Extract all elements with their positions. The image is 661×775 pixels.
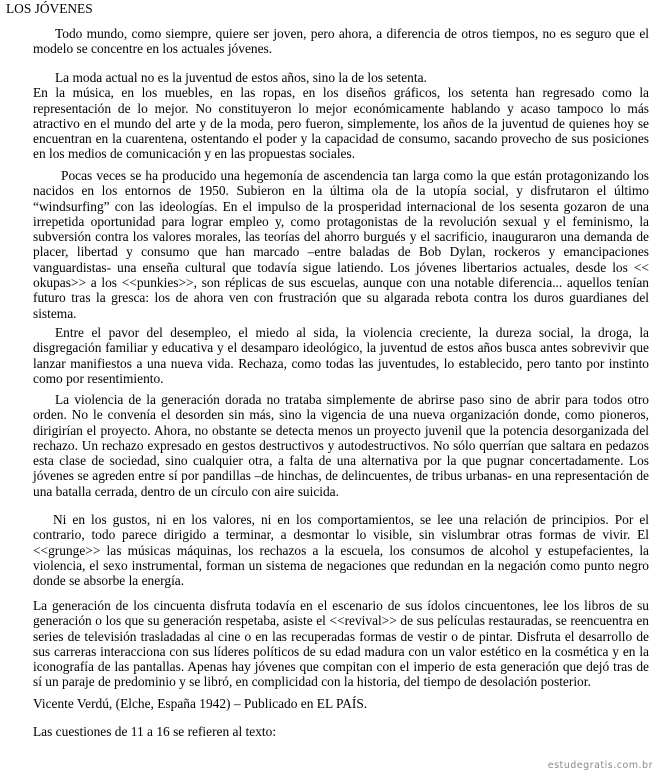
paragraph-5: La violencia de la generación dorada no trataba simplemente de abrirse paso sino de abrir para todos otro orden. No le convenía el desorden sin más, sino la vigencia de una nueva organización donde, como pioneros, dirigirían el proyecto. Ahora, no obstante se detecta menos un proyecto juvenil que la potencia desorganizada del rechazo. Un rechazo expresado en gestos destructivos y autodestructivos. No sólo querrían que saltara en pedazos esta clase de sociedad, sino cualquier otra, a falta de una alternativa por la que pugnar concertadamente. Los jóvenes se agreden entre sí por pandillas –de hinchas, de delincuentes, de tribus urbanas- en una representación de una batalla cerrada, dentro de un círculo con aire suicida. (33, 392, 649, 499)
paragraph-4: Entre el pavor del desempleo, el miedo al sida, la violencia creciente, la dureza social, la droga, la disgregación familiar y educativa y el desamparo ideológico, la juventud de estos años busca antes sobrevivir que lanzar manifiestos a una nueva vida. Rechaza, como todas las juventudes, lo establecido, pero tanto por instinto como por resentimiento. (33, 325, 649, 386)
paragraph-6: Ni en los gustos, ni en los valores, ni en los comportamientos, se lee una relación de principios. Por el contrario, todo parece dirigido a terminar, a desmontar lo visible, sin vislumbrar otras formas de vivir. El <<grunge>> las músicas máquinas, los rechazos a la escuela, los consumos de alcohol y estupefacientes, la violencia, el sexo instrumental, forman un sistema de negaciones que redundan en la negación como punto negro donde se absorbe la energía. (33, 512, 649, 589)
paragraph-2-line-1: La moda actual no es la juventud de estos años, sino la de los setenta. (55, 70, 427, 85)
paragraph-3: Pocas veces se ha producido una hegemonía de ascendencia tan larga como la que están protagonizando los nacidos en los entornos de 1950. Subieron en la última ola de la utopía social, y disfrutaron el último “windsurfing” con las ideologías. En el impulso de la prosperidad internacional de los sesenta gozaron de una irrepetida oportunidad para lograr empleo y, como protagonistas de la revolución sexual y el feminismo, la subversión contra los valores morales, las teorías del ahorro burgués y el sacrificio, inauguraron una demanda de placer, libertad y consumo que han marcado –entre baladas de Bob Dylan, rockeros y emancipaciones vanguardistas- una enseña cultural que todavía sigue latiendo. Los jóvenes libertarios actuales, desde los << okupas>> a los <<punkies>>, son réplicas de sus escuelas, aunque con una notable diferencia... aquellos tenían futuro tras la gresca: los de ahora ven con frustración que su algarada rebota contra los duros guardianes del sistema. (33, 168, 649, 321)
author-signature: Vicente Verdú, (Elche, España 1942) – Publicado en EL PAÍS. (33, 696, 368, 711)
watermark-text: estudegratis.com.br (547, 760, 653, 771)
paragraph-7: La generación de los cincuenta disfruta todavía en el escenario de sus ídolos cincuentones, lee los libros de su generación o los que su generación respetaba, asiste el <<revival>> de sus películas restauradas, se reencuentra en series de televisión trasladadas al cine o en las recuperadas formas de vestir o de pintar. Disfruta el desarrollo de sus carreras interacciona con sus líderes políticos de su edad madura con un valor estético en la cosmética y en la iconografía de las pantallas. Apenas hay jóvenes que compitan con el imperio de esta generación que dejó tras de sí un paraje de predominio y se libró, en complicidad con la historia, del tiempo de desolación posterior. (33, 598, 649, 690)
paragraph-2-rest: En la música, en los muebles, en las ropas, en los diseños gráficos, los setenta han regresado como la representación de lo mejor. No constituyeron lo mejor económicamente hablando y acaso tampoco lo más atractivo en el mundo del arte y de la moda, pero fueron, simplemente, los años de la juventud de quienes hoy se encuentran en la cuarentena, ostentando el poder y la capacidad de consumo, sacando provecho de sus posiciones en los medios de comunicación y en las propuestas sociales. (33, 85, 649, 162)
questions-intro: Las cuestiones de 11 a 16 se refieren al texto: (33, 724, 277, 739)
paragraph-1: Todo mundo, como siempre, quiere ser joven, pero ahora, a diferencia de otros tiempos, no es seguro que el modelo se concentre en los actuales jóvenes. (33, 26, 649, 57)
page-title: LOS JÓVENES (6, 1, 93, 16)
paragraph-2 (33, 70, 649, 162)
